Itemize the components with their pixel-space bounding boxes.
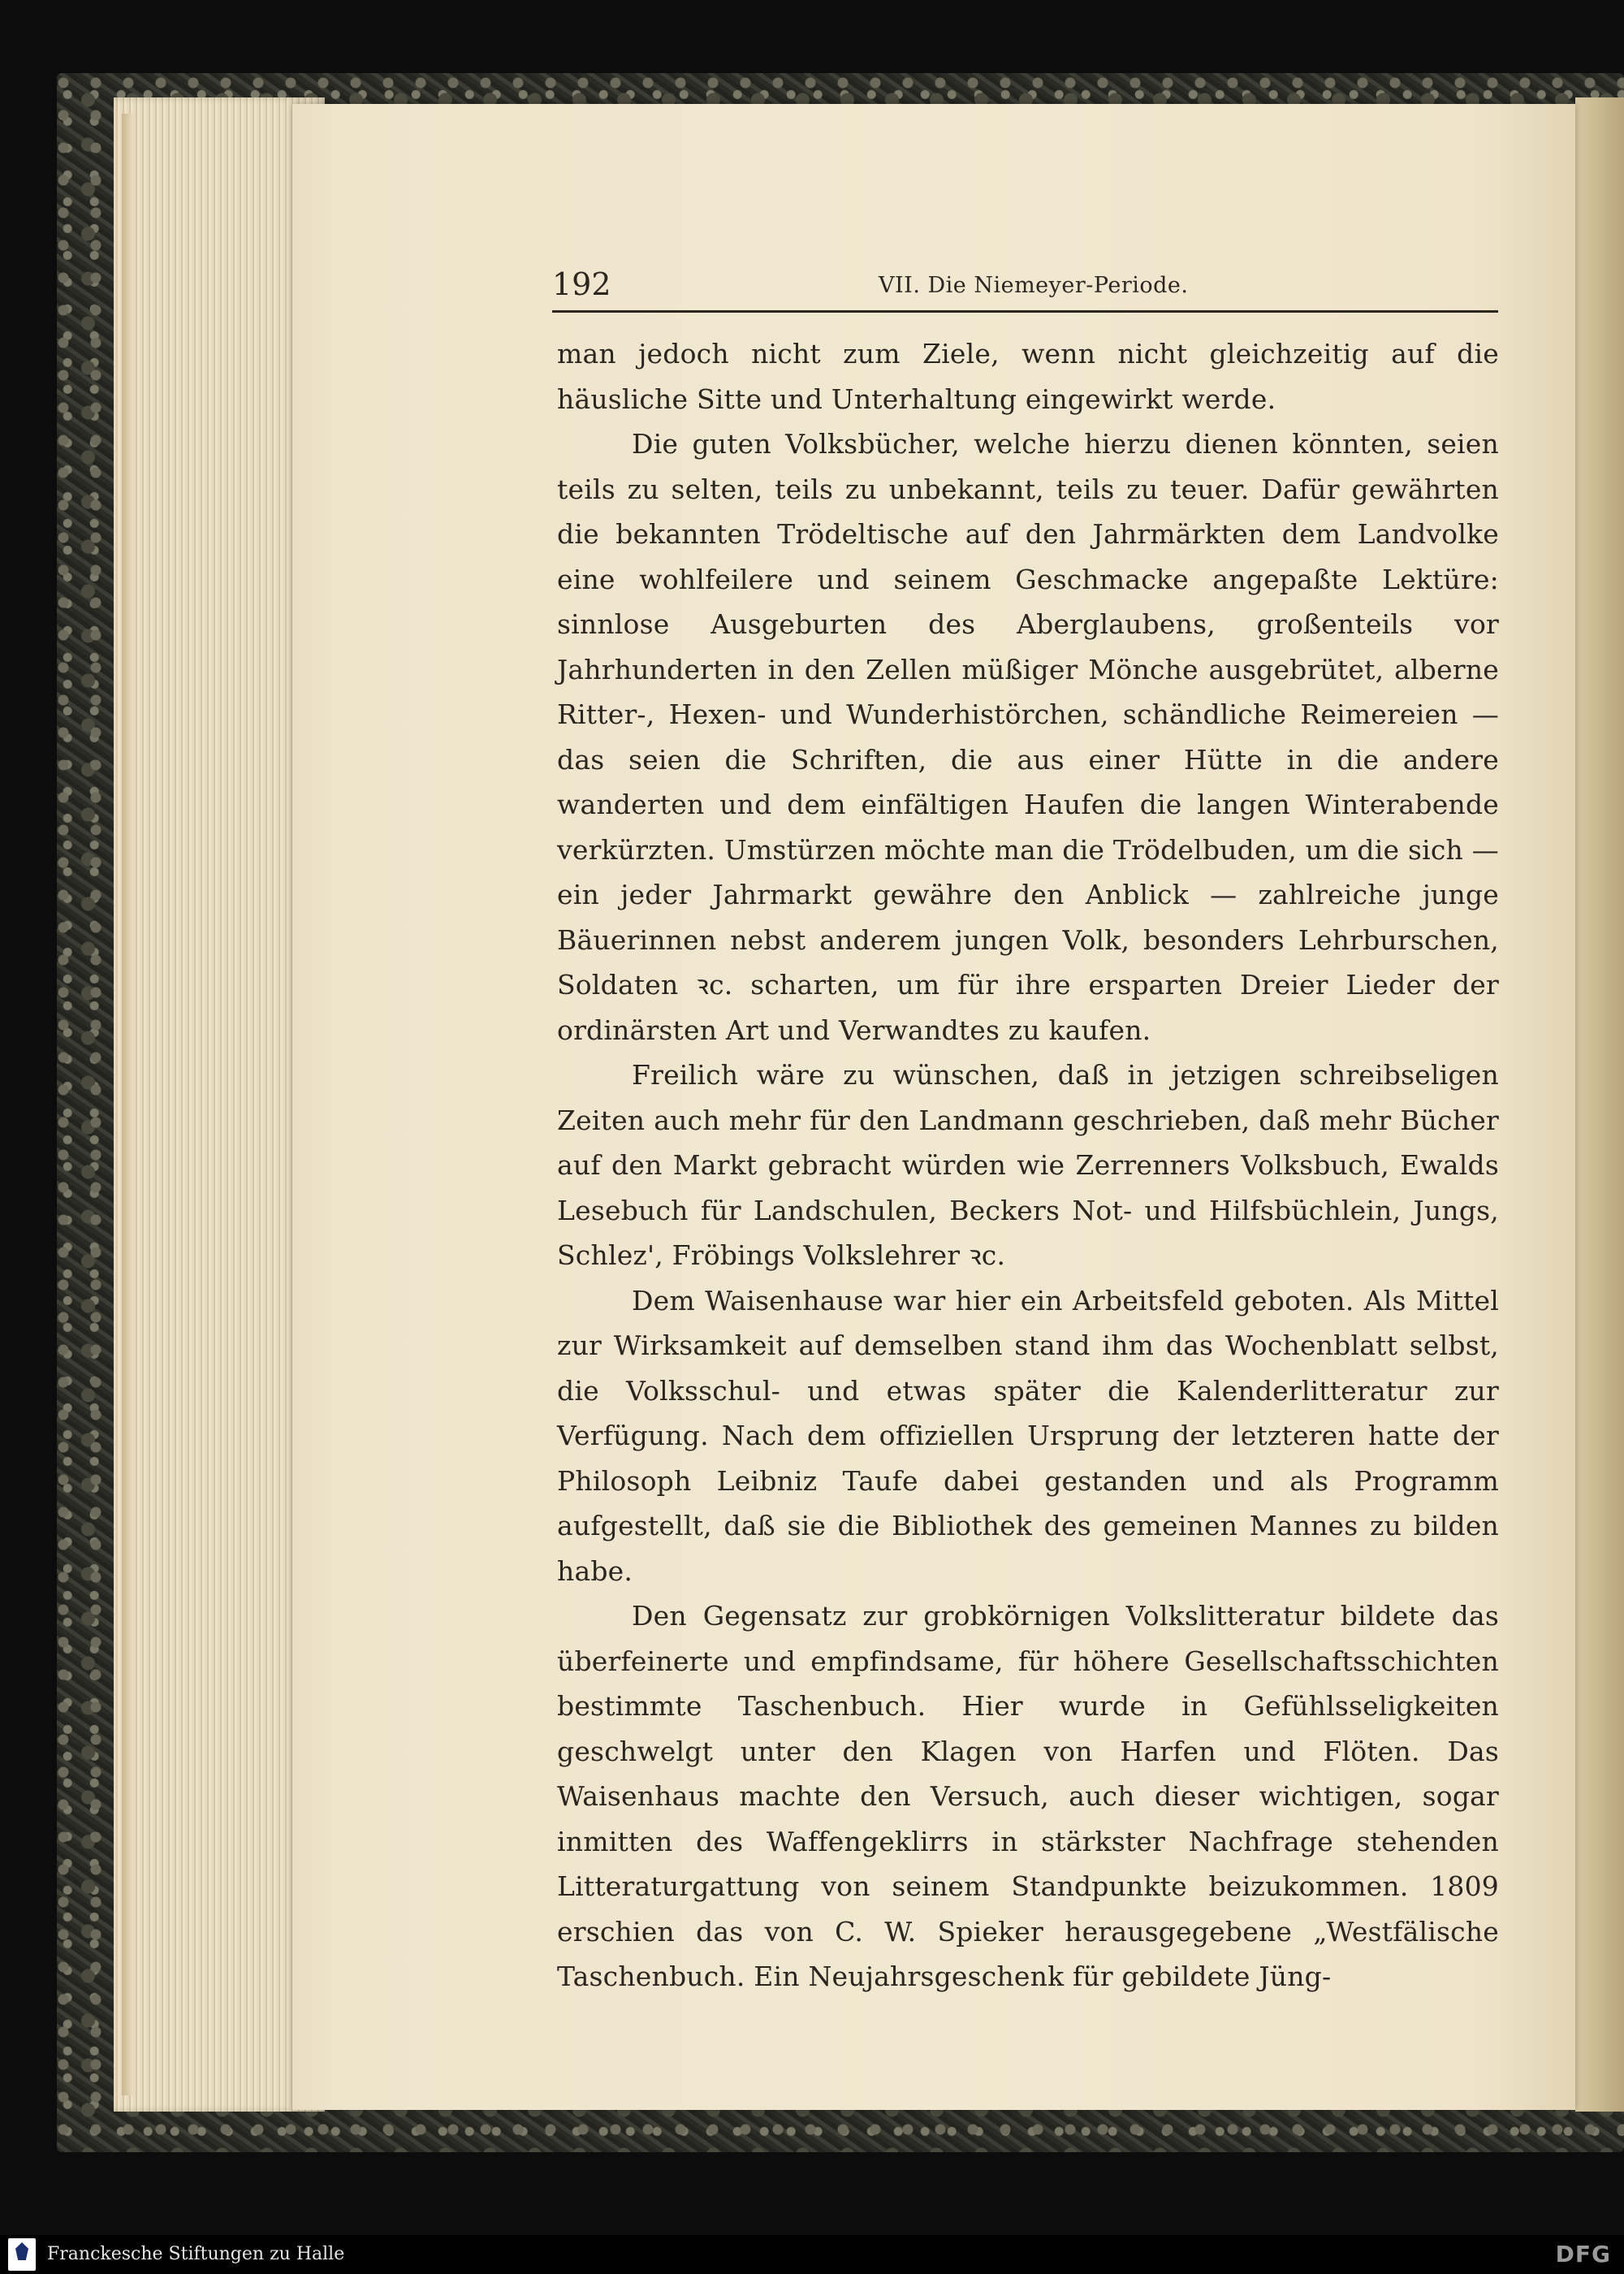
francke-foundation-logo-icon xyxy=(8,2238,36,2271)
page-number: 192 xyxy=(552,266,611,302)
running-title: VII. Die Niemeyer-Periode. xyxy=(879,273,1189,298)
footer-bar xyxy=(0,2235,1624,2274)
paragraph-5: Den Gegensatz zur grobkörnigen Volkslitteratur bildete das überfeinerte und empfindsame, für höhere Gesellschaftsschichten bestimmte Taschenbuch. Hier wurde in Gefühlsseligkeiten geschwelgt unter den Klagen von Harfen und Flöten. Das Waisenhaus machte den Versuch, auch dieser wichtigen, sogar inmitten des Waffengeklirrs in stärkster Nachfrage stehenden Litteraturgattung von seinem Standpunkte beizukommen. 1809 erschien das von C. W. Spieker herausgegebene „Westfälische Taschenbuch. Ein Neujahrsgeschenk für gebildete Jüng- xyxy=(557,1600,1499,1992)
paragraph-3: Freilich wäre zu wünschen, daß in jetzigen schreibseligen Zeiten auch mehr für den Landmann geschrieben, daß mehr Bücher auf den Markt gebracht würden wie Zerrenners Volksbuch, Ewalds Lesebuch für Landschulen, Beckers Not- und Hilfsbüchlein, Jungs, Schlez', Fröbings Volkslehrer ꝛc. xyxy=(557,1059,1499,1271)
facing-page-edge xyxy=(1575,97,1624,2112)
page-stack-edge xyxy=(122,114,133,2095)
paragraph-4: Dem Waisenhause war hier ein Arbeitsfeld geboten. Als Mittel zur Wirksamkeit auf demselben stand ihm das Wochenblatt selbst, die Volksschul- und etwas später die Kalenderlitteratur zur Verfügung. Nach dem offiziellen Ursprung der letzteren hatte der Philosoph Leibniz Taufe dabei gestanden und als Programm aufgestellt, daß sie die Bibliothek des gemeinen Mannes zu bilden habe. xyxy=(557,1284,1499,1587)
footer-institution: Franckesche Stiftungen zu Halle xyxy=(47,2244,345,2264)
paragraph-1: man jedoch nicht zum Ziele, wenn nicht gleichzeitig auf die häusliche Sitte und Unterhaltung eingewirkt werde. xyxy=(557,338,1499,415)
paragraph-2: Die guten Volksbücher, welche hierzu dienen könnten, seien teils zu selten, teils zu unbekannt, teils zu teuer. Dafür gewährten die bekannten Trödeltische auf den Jahrmärkten dem Landvolke eine wohlfeilere und seinem Geschmacke angepaßte Lektüre: sinnlose Ausgeburten des Aberglaubens, großenteils vor Jahrhunderten in den Zellen müßiger Mönche ausgebrütet, alberne Ritter-, Hexen- und Wunderhistörchen, schändliche Reimereien — das seien die Schriften, die aus einer Hütte in die andere wanderten und dem einfältigen Haufen die langen Winterabende verkürzten. Umstürzen möchte man die Trödelbuden, um die sich — ein jeder Jahrmarkt gewähre den Anblick — zahlreiche junge Bäuerinnen nebst anderem jungen Volk, besonders Lehrburschen, Soldaten ꝛc. scharten, um für ihre ersparten Dreier Lieder der ordinärsten Art und Verwandtes zu kaufen. xyxy=(557,428,1499,1046)
dfg-logo: DFG xyxy=(1555,2241,1611,2268)
body-text xyxy=(557,331,1499,1999)
page-header xyxy=(552,262,1498,313)
